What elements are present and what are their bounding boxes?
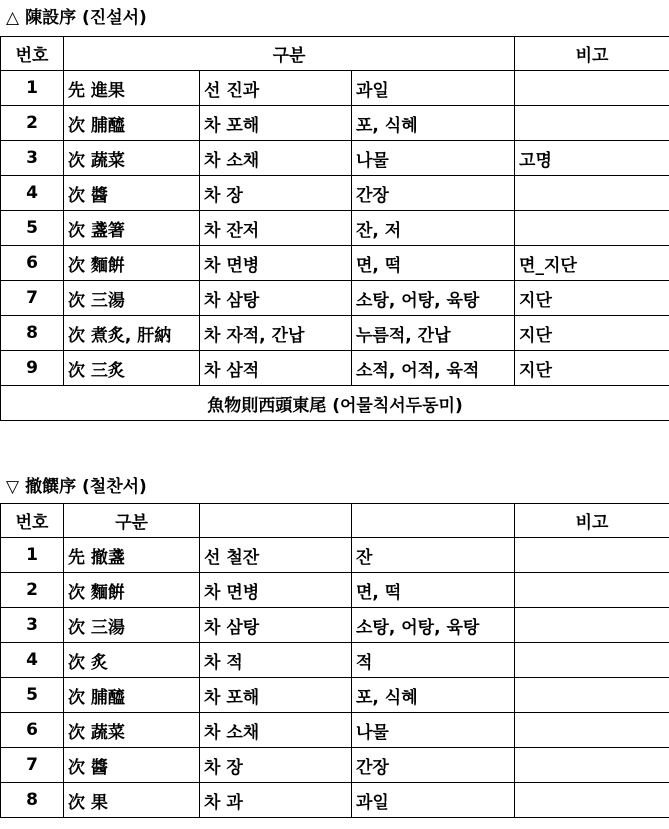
remarks: [515, 748, 669, 783]
triangle-down-icon: ▽: [6, 477, 20, 497]
remarks: [515, 713, 669, 748]
table-row: [1, 713, 669, 748]
remarks: [515, 71, 669, 106]
clearing-order-table: [0, 503, 669, 818]
setting-order-table-body: [1, 37, 669, 421]
table-row: [1, 643, 669, 678]
hanja-name: 先 進果: [64, 71, 200, 106]
table-row: [1, 246, 669, 281]
hanja-name: 次 三湯: [64, 608, 200, 643]
table-header-row: [1, 504, 669, 538]
remarks: [515, 211, 669, 246]
hangul-reading: 차 포해: [200, 678, 352, 713]
row-number: 1: [1, 71, 64, 106]
hanja-name: 先 撤盞: [64, 538, 200, 573]
hanja-name: 次 三湯: [64, 281, 200, 316]
header-category: 구분: [64, 504, 200, 538]
remarks: [515, 643, 669, 678]
hangul-reading: 차 삼적: [200, 351, 352, 386]
hangul-reading: 차 소채: [200, 713, 352, 748]
hangul-reading: 차 삼탕: [200, 608, 352, 643]
table-row: [1, 176, 669, 211]
row-number: 3: [1, 608, 64, 643]
table-header-row: [1, 37, 669, 71]
table-row: [1, 783, 669, 818]
remarks: 지단: [515, 351, 669, 386]
row-number: 2: [1, 106, 64, 141]
hanja-name: 次 脯醯: [64, 106, 200, 141]
remarks: [515, 106, 669, 141]
header-number: 번호: [1, 37, 64, 71]
remarks: [515, 608, 669, 643]
row-number: 1: [1, 538, 64, 573]
table-row: [1, 71, 669, 106]
hangul-reading: 차 장: [200, 176, 352, 211]
row-number: 5: [1, 678, 64, 713]
hangul-reading: 선 철잔: [200, 538, 352, 573]
remarks: [515, 678, 669, 713]
remarks: [515, 783, 669, 818]
row-number: 6: [1, 713, 64, 748]
row-number: 9: [1, 351, 64, 386]
table-row: [1, 748, 669, 783]
remarks: [515, 573, 669, 608]
hanja-name: 次 蔬菜: [64, 141, 200, 176]
hanja-name: 次 果: [64, 783, 200, 818]
table-row: [1, 211, 669, 246]
table-row: [1, 678, 669, 713]
row-number: 3: [1, 141, 64, 176]
table-footer-row: [1, 386, 669, 421]
header-category: 구분: [64, 37, 515, 71]
hanja-name: 次 炙: [64, 643, 200, 678]
row-number: 7: [1, 281, 64, 316]
food-items: 면, 떡: [352, 573, 515, 608]
remarks: 지단: [515, 316, 669, 351]
food-items: 잔: [352, 538, 515, 573]
hanja-name: 次 醬: [64, 176, 200, 211]
header-number: 번호: [1, 504, 64, 538]
row-number: 5: [1, 211, 64, 246]
food-items: 간장: [352, 748, 515, 783]
hangul-reading: 차 삼탕: [200, 281, 352, 316]
food-items: 소적, 어적, 육적: [352, 351, 515, 386]
food-items: 잔, 저: [352, 211, 515, 246]
fish-placement-rule: 魚物則西頭東尾 (어물칙서두동미): [1, 386, 669, 421]
food-items: 소탕, 어탕, 육탕: [352, 281, 515, 316]
hanja-name: 次 盞箸: [64, 211, 200, 246]
table-row: [1, 316, 669, 351]
setting-order-table: [0, 36, 669, 421]
row-number: 7: [1, 748, 64, 783]
hangul-reading: 차 잔저: [200, 211, 352, 246]
row-number: 6: [1, 246, 64, 281]
header-empty-cell: [352, 504, 515, 538]
row-number: 8: [1, 316, 64, 351]
remarks: 고명: [515, 141, 669, 176]
hanja-name: 次 醬: [64, 748, 200, 783]
food-items: 포, 식혜: [352, 106, 515, 141]
food-items: 나물: [352, 713, 515, 748]
table-row: [1, 351, 669, 386]
hangul-reading: 선 진과: [200, 71, 352, 106]
triangle-up-icon: △: [6, 8, 20, 28]
remarks: [515, 176, 669, 211]
table-row: [1, 573, 669, 608]
food-items: 포, 식혜: [352, 678, 515, 713]
row-number: 4: [1, 176, 64, 211]
food-items: 과일: [352, 71, 515, 106]
food-items: 과일: [352, 783, 515, 818]
food-items: 누름적, 간납: [352, 316, 515, 351]
clearing-order-table-body: [1, 504, 669, 818]
hanja-name: 次 麵餠: [64, 573, 200, 608]
hangul-reading: 차 면병: [200, 246, 352, 281]
hanja-name: 次 三炙: [64, 351, 200, 386]
header-empty-cell: [200, 504, 352, 538]
hanja-name: 次 蔬菜: [64, 713, 200, 748]
hangul-reading: 차 자적, 간납: [200, 316, 352, 351]
hangul-reading: 차 과: [200, 783, 352, 818]
food-items: 소탕, 어탕, 육탕: [352, 608, 515, 643]
table-row: [1, 538, 669, 573]
clearing-order-title: [6, 476, 147, 498]
hanja-name: 次 脯醯: [64, 678, 200, 713]
food-items: 적: [352, 643, 515, 678]
food-items: 면, 떡: [352, 246, 515, 281]
hangul-reading: 차 포해: [200, 106, 352, 141]
remarks: 지단: [515, 281, 669, 316]
table-row: [1, 141, 669, 176]
table-row: [1, 281, 669, 316]
hangul-reading: 차 장: [200, 748, 352, 783]
hanja-name: 次 煮炙, 肝納: [64, 316, 200, 351]
remarks: [515, 538, 669, 573]
hangul-reading: 차 면병: [200, 573, 352, 608]
remarks: 면_지단: [515, 246, 669, 281]
setting-order-title: [6, 7, 147, 29]
food-items: 간장: [352, 176, 515, 211]
food-items: 나물: [352, 141, 515, 176]
row-number: 4: [1, 643, 64, 678]
clearing-order-title-text: 撤饌序 (철찬서): [25, 477, 147, 497]
row-number: 2: [1, 573, 64, 608]
header-note: 비고: [515, 37, 669, 71]
table-row: [1, 106, 669, 141]
setting-order-title-text: 陳設序 (진설서): [25, 8, 147, 28]
hangul-reading: 차 소채: [200, 141, 352, 176]
table-row: [1, 608, 669, 643]
header-note: 비고: [515, 504, 669, 538]
hangul-reading: 차 적: [200, 643, 352, 678]
hanja-name: 次 麵餠: [64, 246, 200, 281]
row-number: 8: [1, 783, 64, 818]
